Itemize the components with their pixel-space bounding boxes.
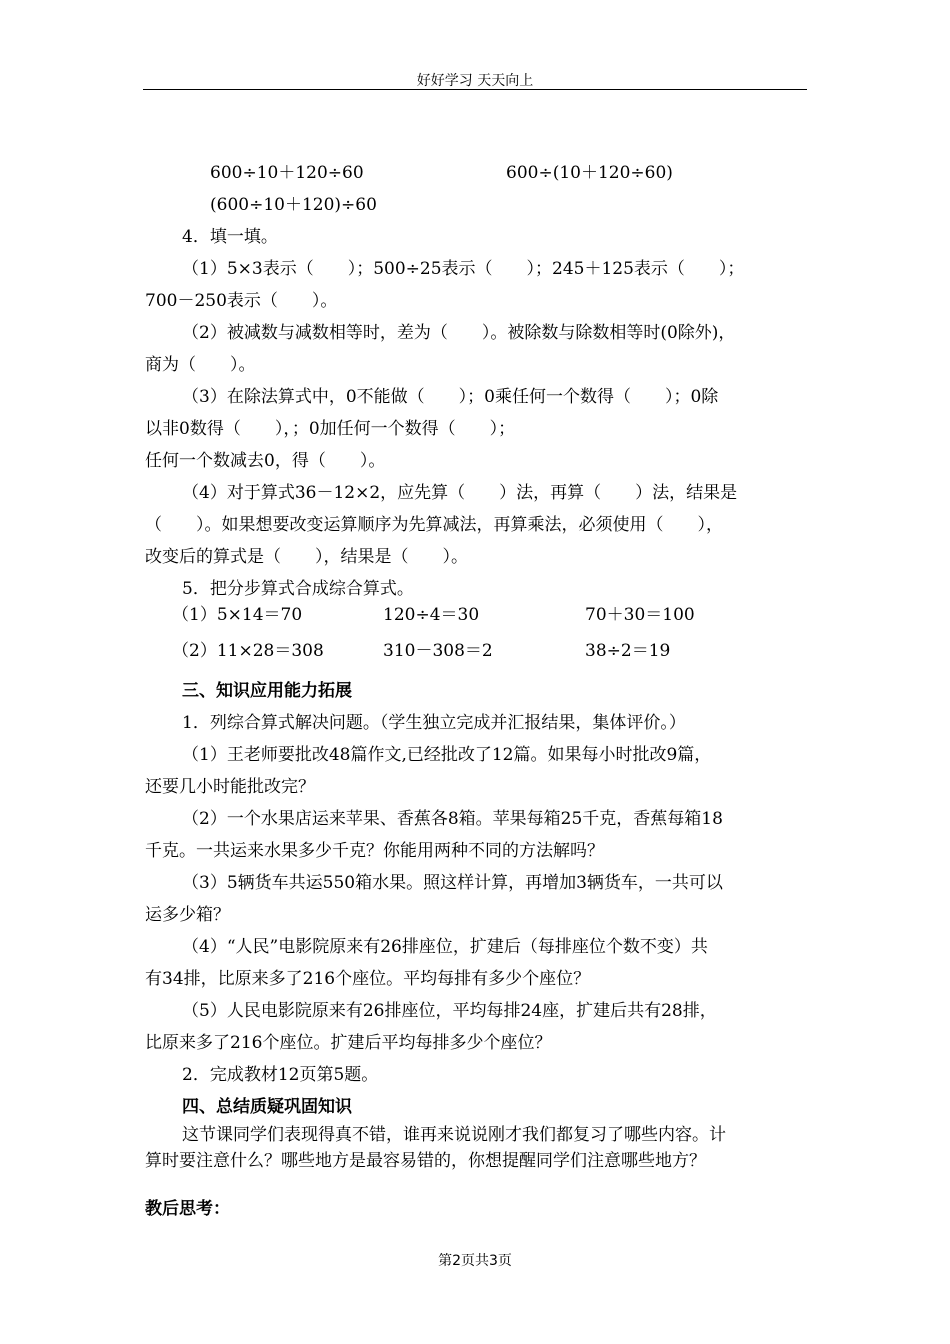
- word-problem-4-cont: 有34排，比原来多了216个座位。平均每排有多少个座位？: [145, 969, 591, 989]
- step-expression: 120÷4＝30: [383, 605, 480, 625]
- question-4-item-4-cont: （ ）。如果想要改变运算顺序为先算减法，再算乘法，必须使用（ ），: [145, 515, 723, 535]
- section-4-heading: 四、总结质疑巩固知识: [182, 1097, 352, 1117]
- question-4-item-4: （4）对于算式36－12×2，应先算（ ）法，再算（ ）法，结果是: [182, 483, 738, 503]
- word-problem-1-cont: 还要几小时能批改完？: [145, 777, 315, 797]
- exercise-expression: (600÷10＋120)÷60: [210, 195, 377, 215]
- word-problem-2-cont: 千克。一共运来水果多少千克？你能用两种不同的方法解吗？: [145, 841, 604, 861]
- step-expression: 310－308＝2: [383, 641, 493, 661]
- word-problem-1: （1）王老师要批改48篇作文,已经批改了12篇。如果每小时批改9篇，: [182, 745, 712, 765]
- question-4-item-3: （3）在除法算式中，0不能做（ ）；0乘任何一个数得（ ）；0除: [182, 387, 719, 407]
- exercise-expression: 600÷(10＋120÷60): [506, 163, 673, 183]
- section-3-task-1: 1．列综合算式解决问题。（学生独立完成并汇报结果，集体评价。）: [182, 713, 686, 733]
- step-expression: 38÷2＝19: [585, 641, 671, 661]
- header-rule: [143, 89, 807, 90]
- step-expression: （1）5×14＝70: [172, 605, 303, 625]
- question-4-item-3-cont: 任何一个数减去0，得（ ）。: [145, 451, 386, 471]
- question-4-item-2-cont: 商为（ ）。: [145, 355, 256, 375]
- question-4-item-2: （2）被减数与减数相等时，差为（ ）。被除数与除数相等时(0除外)，: [182, 323, 736, 343]
- question-4-item-1-cont: 700－250表示（ ）。: [145, 291, 338, 311]
- question-4-item-3-cont: 以非0数得（ ），；0加任何一个数得（ ）；: [145, 419, 516, 439]
- word-problem-5-cont: 比原来多了216个座位。扩建后平均每排多少个座位？: [145, 1033, 552, 1053]
- section-3-task-2: 2．完成教材12页第5题。: [182, 1065, 379, 1085]
- question-5-title: 5．把分步算式合成综合算式。: [182, 579, 414, 599]
- reflection-label: 教后思考：: [145, 1199, 230, 1219]
- section-3-heading: 三、知识应用能力拓展: [182, 681, 352, 701]
- question-4-item-4-cont: 改变后的算式是（ ），结果是（ ）。: [145, 547, 468, 567]
- word-problem-4: （4）“人民”电影院原来有26排座位，扩建后（每排座位个数不变）共: [182, 937, 708, 957]
- summary-paragraph-cont: 算时要注意什么？哪些地方是最容易错的，你想提醒同学们注意哪些地方？: [145, 1151, 706, 1171]
- question-4-title: 4．填一填。: [182, 227, 278, 247]
- word-problem-2: （2）一个水果店运来苹果、香蕉各8箱。苹果每箱25千克，香蕉每箱18: [182, 809, 723, 829]
- exercise-expression: 600÷10＋120÷60: [210, 163, 364, 183]
- step-expression: 70＋30＝100: [585, 605, 695, 625]
- question-4-item-1: （1）5×3表示（ ）；500÷25表示（ ）；245＋125表示（ ）；: [182, 259, 745, 279]
- page-header: 好好学习 天天向上: [416, 73, 534, 89]
- word-problem-3: （3）5辆货车共运550箱水果。照这样计算，再增加3辆货车，一共可以: [182, 873, 723, 893]
- page-footer: 第2页共3页: [438, 1253, 512, 1269]
- step-expression: （2）11×28＝308: [172, 641, 324, 661]
- summary-paragraph: 这节课同学们表现得真不错，谁再来说说刚才我们都复习了哪些内容。计: [182, 1125, 726, 1145]
- word-problem-5: （5）人民电影院原来有26排座位，平均每排24座，扩建后共有28排，: [182, 1001, 717, 1021]
- word-problem-3-cont: 运多少箱？: [145, 905, 230, 925]
